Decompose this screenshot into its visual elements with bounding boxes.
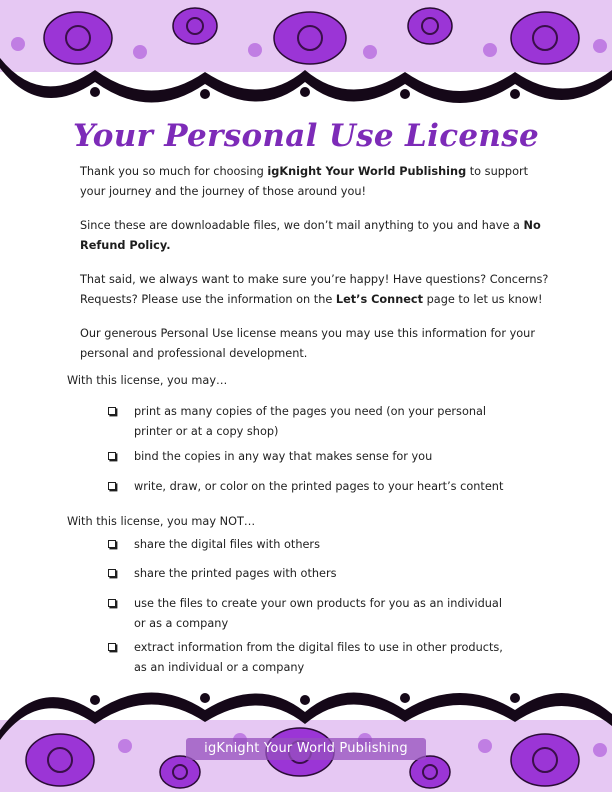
checkbox-icon (108, 407, 116, 415)
footer-publisher-label: igKnight Your World Publishing (186, 738, 426, 760)
page-title: Your Personal Use License (72, 118, 540, 154)
checkbox-icon (108, 452, 116, 460)
checkbox-icon (108, 482, 116, 490)
license-paragraph: Our generous Personal Use license means you may use this information for your personal and professional development. (80, 327, 535, 360)
publisher-name: igKnight Your World Publishing (267, 165, 467, 178)
lets-connect-text: Let’s Connect (335, 293, 424, 306)
top-lace-border (0, 0, 612, 118)
bottom-lace-border (0, 680, 612, 792)
contact-paragraph: That said, we always want to make sure you’re happy! Have questions? Concerns? Requests? Please use the information on the Let’s Connect page to let us know! (80, 273, 549, 306)
intro-paragraph: Thank you so much for choosing igKnight Your World Publishing to support your journey and the journey of those around you! (80, 165, 529, 198)
checkbox-icon (108, 599, 116, 607)
checkbox-icon (108, 540, 116, 548)
checkbox-icon (108, 569, 116, 577)
refund-paragraph: Since these are downloadable files, we don’t mail anything to you and have a No Refund Policy. (80, 219, 541, 252)
may-heading: With this license, you may… (67, 374, 228, 387)
checkbox-icon (108, 643, 116, 651)
no-refund-policy: No Refund Policy. (80, 219, 541, 252)
may-not-heading: With this license, you may NOT… (67, 515, 256, 528)
